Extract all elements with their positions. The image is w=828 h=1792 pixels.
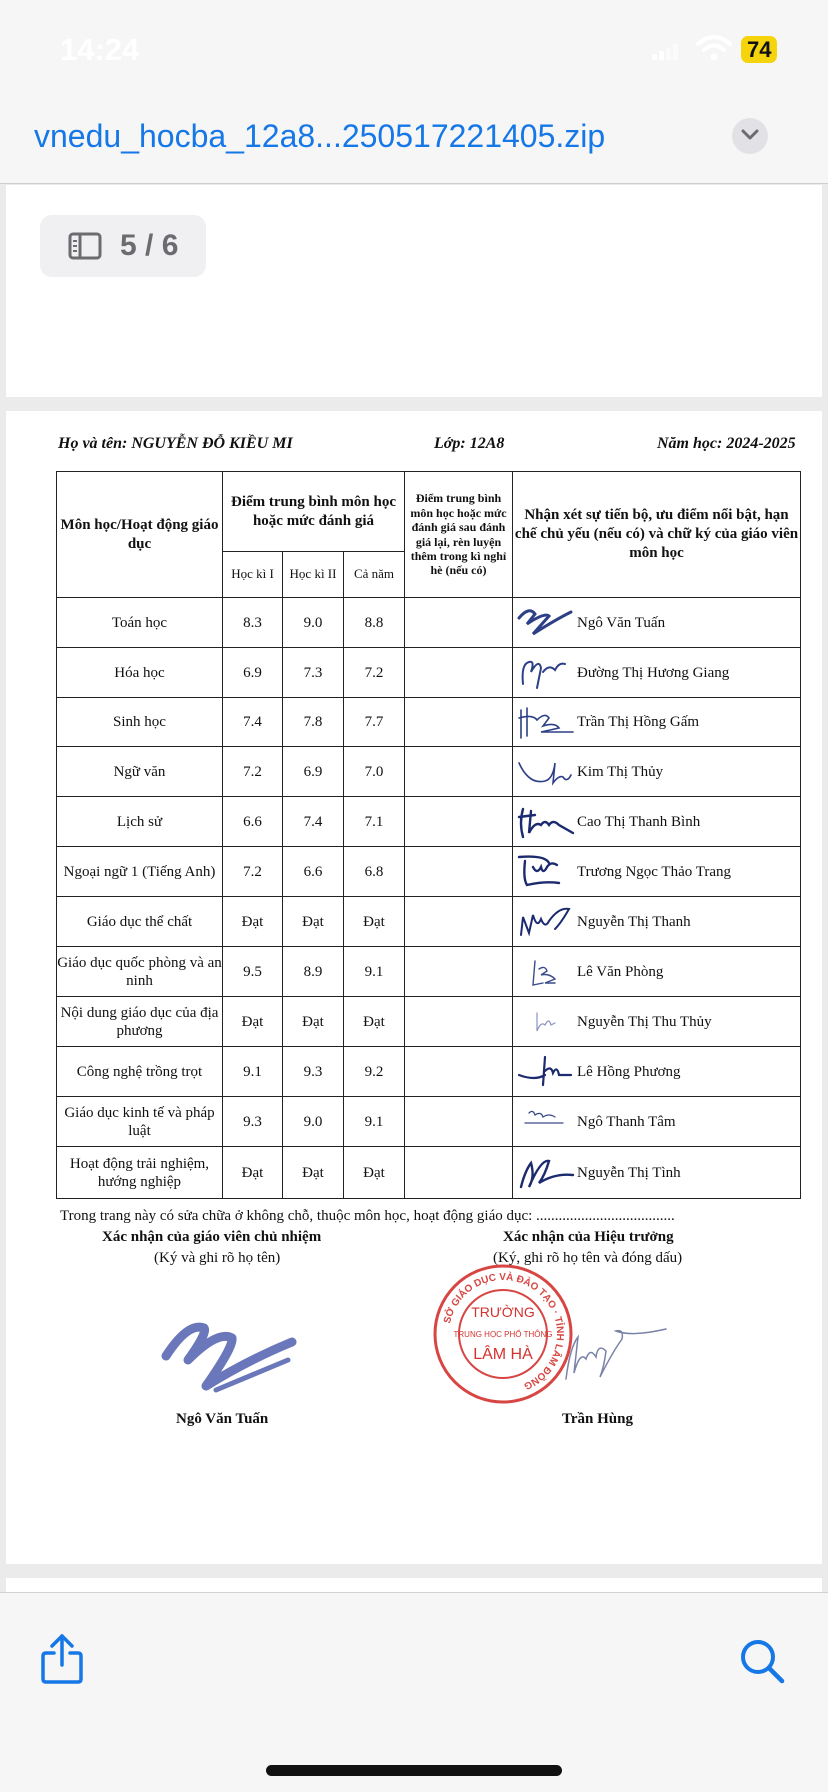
teacher-cell — [513, 598, 801, 648]
semester-2-cell: Đạt — [283, 897, 344, 947]
semester-2-cell: 7.8 — [283, 698, 344, 747]
teacher-name: Ngô Văn Tuấn — [577, 614, 666, 631]
header-retest: Điểm trung bình môn học hoặc mức đánh giá sau đánh giá lại, rèn luyện thêm trong kì nghỉ hè (nếu có) — [405, 472, 513, 598]
school-stamp — [432, 1263, 574, 1405]
semester-2-cell: Đạt — [283, 1147, 344, 1199]
retest-cell — [405, 598, 513, 648]
semester-2-cell: 7.3 — [283, 648, 344, 698]
subject-cell: Nội dung giáo dục của địa phương — [57, 997, 223, 1047]
full-year-cell: 7.0 — [344, 747, 405, 797]
teacher-signature — [515, 953, 575, 991]
subject-cell: Giáo dục thể chất — [57, 897, 223, 947]
teacher-name: Lê Hồng Phương — [577, 1063, 681, 1080]
teacher-signature — [515, 704, 575, 742]
page-counter[interactable] — [40, 215, 206, 277]
teacher-signature — [515, 853, 575, 891]
sidebar-icon — [68, 232, 102, 260]
header-full-year: Cả năm — [344, 552, 405, 598]
semester-1-cell: Đạt — [223, 1147, 283, 1199]
semester-1-cell: 9.3 — [223, 1097, 283, 1147]
bottom-toolbar — [0, 1592, 828, 1792]
table-row — [57, 1047, 801, 1097]
table-row — [57, 947, 801, 997]
teacher-name: Nguyễn Thị Tình — [577, 1164, 681, 1181]
semester-2-cell: 7.4 — [283, 797, 344, 847]
retest-cell — [405, 698, 513, 747]
table-row — [57, 847, 801, 897]
retest-cell — [405, 1097, 513, 1147]
class-label: Lớp: 12A8 — [434, 435, 505, 452]
teacher-name: Đường Thị Hương Giang — [577, 664, 730, 681]
subject-cell: Giáo dục quốc phòng và an ninh — [57, 947, 223, 997]
teacher-cell — [513, 847, 801, 897]
school-year-label: Năm học: 2024-2025 — [657, 435, 796, 452]
file-header — [0, 100, 828, 184]
file-menu-button[interactable] — [732, 118, 768, 154]
retest-cell — [405, 1147, 513, 1199]
homeroom-teacher-name: Ngô Văn Tuấn — [176, 1411, 269, 1427]
principal-confirm-subtitle: (Ký, ghi rõ họ tên và đóng dấu) — [493, 1250, 683, 1266]
page-counter-label: 5 / 6 — [120, 229, 179, 262]
teacher-name: Cao Thị Thanh Bình — [577, 813, 701, 830]
teacher-cell — [513, 1097, 801, 1147]
teacher-cell — [513, 797, 801, 847]
semester-1-cell: 9.5 — [223, 947, 283, 997]
stamp-line-3: LÂM HÀ — [473, 1346, 533, 1363]
table-row — [57, 598, 801, 648]
search-icon[interactable] — [738, 1637, 786, 1685]
subject-cell: Lịch sử — [57, 797, 223, 847]
teacher-signature — [515, 1153, 575, 1191]
document-page-previous — [6, 185, 822, 397]
header-subject: Môn học/Hoạt động giáo dục — [57, 472, 223, 598]
semester-2-cell: 6.9 — [283, 747, 344, 797]
subject-cell: Toán học — [57, 598, 223, 648]
header-comment: Nhận xét sự tiến bộ, ưu điểm nổi bật, hạn chế chủ yếu (nếu có) và chữ ký của giáo viên môn học — [513, 472, 801, 598]
full-year-cell: Đạt — [344, 897, 405, 947]
semester-2-cell: Đạt — [283, 997, 344, 1047]
status-bar — [0, 0, 828, 100]
teacher-cell — [513, 1047, 801, 1097]
semester-2-cell: 9.0 — [283, 1097, 344, 1147]
teacher-signature — [515, 803, 575, 841]
semester-2-cell: 6.6 — [283, 847, 344, 897]
teacher-cell — [513, 1147, 801, 1199]
semester-1-cell: Đạt — [223, 997, 283, 1047]
retest-cell — [405, 847, 513, 897]
full-year-cell: Đạt — [344, 997, 405, 1047]
semester-1-cell: 7.2 — [223, 747, 283, 797]
full-year-cell: 7.2 — [344, 648, 405, 698]
semester-1-cell: 8.3 — [223, 598, 283, 648]
table-row — [57, 747, 801, 797]
document-page-current — [6, 411, 822, 1564]
header-semester-1: Học kì I — [223, 552, 283, 598]
homeroom-confirm-subtitle: (Ký và ghi rõ họ tên) — [154, 1250, 281, 1266]
teacher-cell — [513, 648, 801, 698]
retest-cell — [405, 947, 513, 997]
retest-cell — [405, 897, 513, 947]
teacher-signature — [515, 1003, 575, 1041]
wifi-icon — [696, 34, 732, 62]
file-name-title[interactable]: vnedu_hocba_12a8...250517221405.zip — [34, 118, 606, 154]
teacher-cell — [513, 698, 801, 747]
full-year-cell: Đạt — [344, 1147, 405, 1199]
principal-name: Trần Hùng — [562, 1411, 633, 1427]
cellular-signal-icon — [652, 44, 680, 60]
grades-table — [56, 471, 801, 1199]
full-year-cell: 6.8 — [344, 847, 405, 897]
semester-2-cell: 9.0 — [283, 598, 344, 648]
battery-indicator: 74 — [741, 36, 777, 63]
share-icon[interactable] — [40, 1633, 84, 1685]
homeroom-signature — [158, 1316, 298, 1406]
teacher-cell — [513, 897, 801, 947]
table-row — [57, 648, 801, 698]
retest-cell — [405, 747, 513, 797]
teacher-name: Trương Ngọc Thảo Trang — [577, 863, 731, 880]
teacher-cell — [513, 997, 801, 1047]
stamp-line-2: TRUNG HỌC PHỔ THÔNG — [453, 1330, 553, 1339]
subject-cell: Công nghệ trồng trọt — [57, 1047, 223, 1097]
principal-confirm-title: Xác nhận của Hiệu trưởng — [503, 1229, 674, 1245]
chevron-down-icon — [741, 129, 759, 141]
correction-note: Trong trang này có sửa chữa ở không chỗ, thuộc môn học, hoạt động giáo dục: ..................................... — [60, 1208, 675, 1224]
full-year-cell: 9.2 — [344, 1047, 405, 1097]
semester-2-cell: 9.3 — [283, 1047, 344, 1097]
retest-cell — [405, 797, 513, 847]
table-row — [57, 698, 801, 747]
subject-cell: Hóa học — [57, 648, 223, 698]
table-row — [57, 897, 801, 947]
subject-cell: Sinh học — [57, 698, 223, 747]
semester-1-cell: 6.9 — [223, 648, 283, 698]
retest-cell — [405, 997, 513, 1047]
teacher-name: Kim Thị Thủy — [577, 763, 664, 780]
teacher-name: Nguyễn Thị Thanh — [577, 913, 691, 930]
retest-cell — [405, 648, 513, 698]
teacher-cell — [513, 947, 801, 997]
semester-2-cell: 8.9 — [283, 947, 344, 997]
teacher-cell — [513, 747, 801, 797]
table-row — [57, 997, 801, 1047]
table-row — [57, 1147, 801, 1199]
full-year-cell: 7.1 — [344, 797, 405, 847]
stamp-line-1: TRƯỜNG — [471, 1304, 535, 1320]
teacher-signature — [515, 753, 575, 791]
semester-1-cell: 9.1 — [223, 1047, 283, 1097]
student-name-label: Họ và tên: NGUYỄN ĐỖ KIỀU MI — [58, 435, 293, 452]
teacher-signature — [515, 1053, 575, 1091]
header-average: Điểm trung bình môn học hoặc mức đánh giá — [223, 472, 405, 552]
teacher-signature — [515, 1103, 575, 1141]
teacher-name: Ngô Thanh Tâm — [577, 1113, 676, 1130]
full-year-cell: 8.8 — [344, 598, 405, 648]
table-row — [57, 797, 801, 847]
stamp-outer-text: SỞ GIÁO DỤC VÀ ĐÀO TẠO · TỈNH LÂM ĐỒNG — [442, 1271, 566, 1392]
full-year-cell: 9.1 — [344, 1097, 405, 1147]
subject-cell: Hoạt động trải nghiệm, hướng nghiệp — [57, 1147, 223, 1199]
teacher-name: Nguyễn Thị Thu Thủy — [577, 1013, 712, 1030]
home-indicator[interactable] — [266, 1765, 562, 1776]
teacher-name: Lê Văn Phòng — [577, 963, 664, 980]
full-year-cell: 9.1 — [344, 947, 405, 997]
retest-cell — [405, 1047, 513, 1097]
teacher-signature — [515, 903, 575, 941]
subject-cell: Ngữ văn — [57, 747, 223, 797]
homeroom-confirm-title: Xác nhận của giáo viên chủ nhiệm — [102, 1229, 322, 1245]
table-row — [57, 1097, 801, 1147]
principal-signature — [562, 1317, 672, 1387]
semester-1-cell: 6.6 — [223, 797, 283, 847]
header-semester-2: Học kì II — [283, 552, 344, 598]
subject-cell: Ngoại ngữ 1 (Tiếng Anh) — [57, 847, 223, 897]
semester-1-cell: Đạt — [223, 897, 283, 947]
teacher-name: Trần Thị Hồng Gấm — [577, 714, 700, 730]
semester-1-cell: 7.4 — [223, 698, 283, 747]
teacher-signature — [515, 654, 575, 692]
full-year-cell: 7.7 — [344, 698, 405, 747]
subject-cell: Giáo dục kinh tế và pháp luật — [57, 1097, 223, 1147]
semester-1-cell: 7.2 — [223, 847, 283, 897]
status-time: 14:24 — [60, 32, 140, 67]
teacher-signature — [515, 604, 575, 642]
